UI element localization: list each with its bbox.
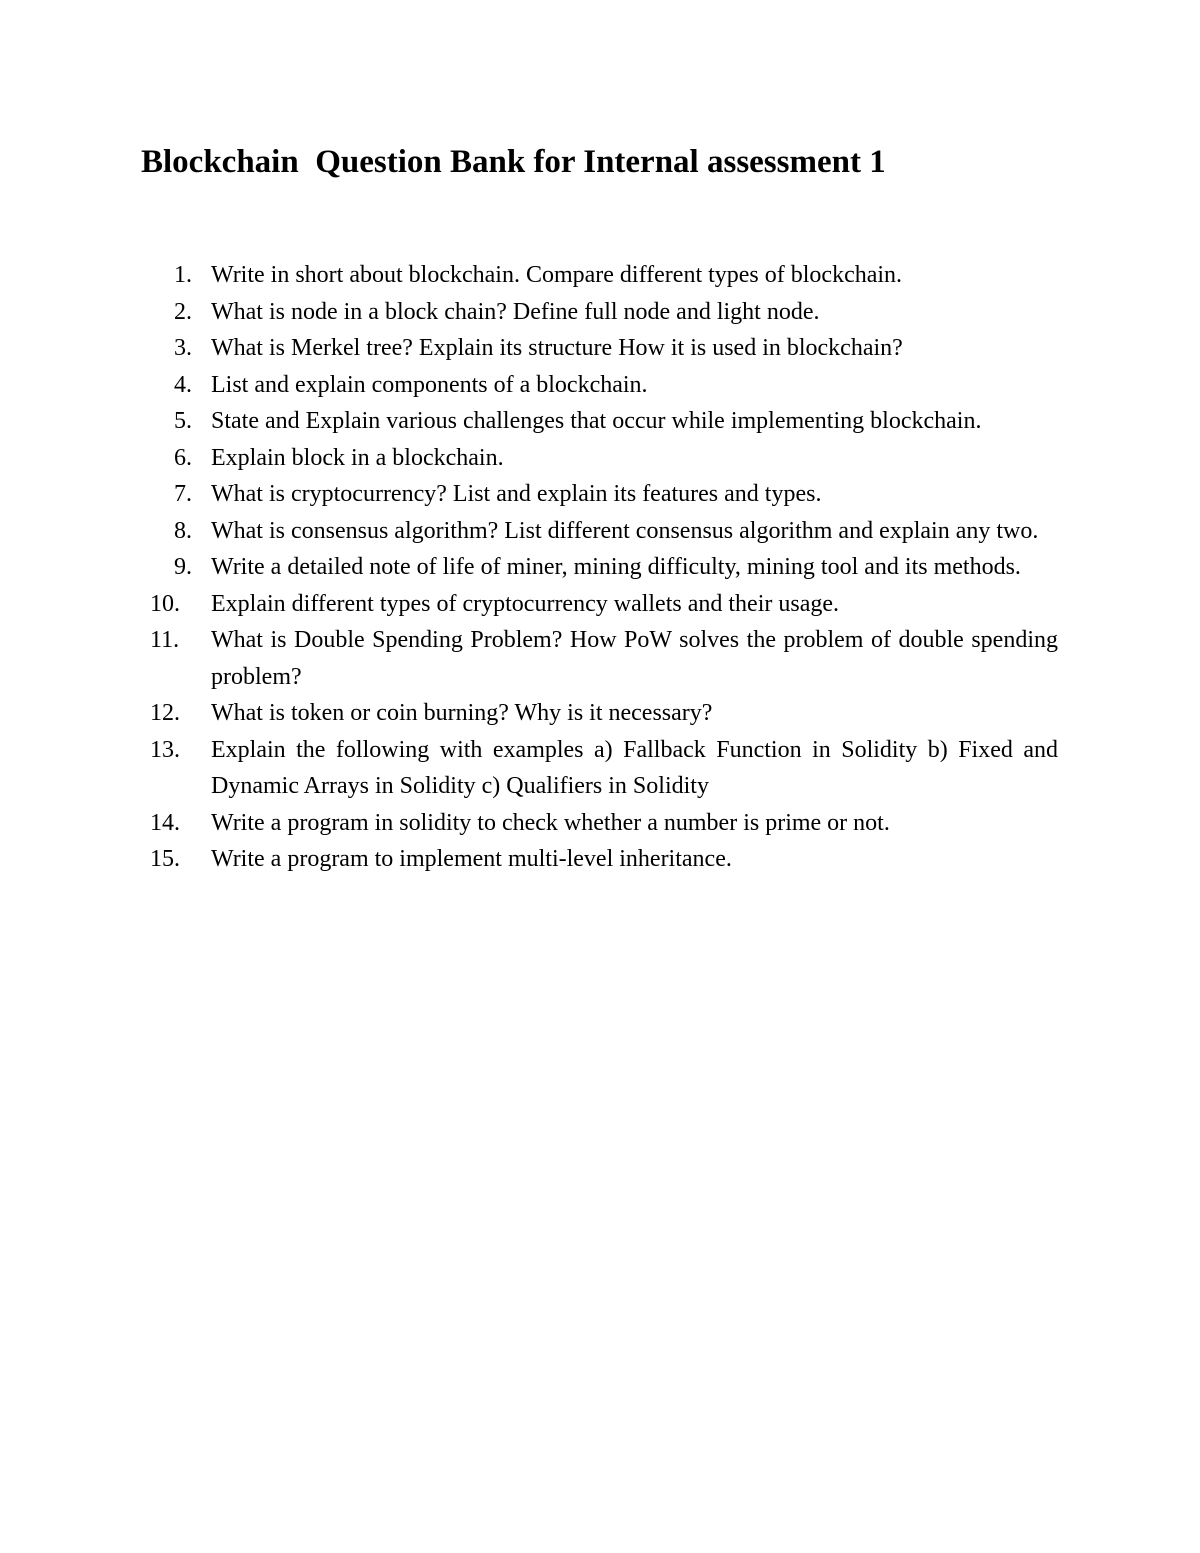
question-item xyxy=(0,403,1200,440)
question-item xyxy=(0,476,1200,513)
question-number: 4. xyxy=(174,371,192,398)
question-text: What is Merkel tree? Explain its structure How it is used in blockchain? xyxy=(211,335,903,361)
question-text: What is node in a block chain? Define full node and light node. xyxy=(211,298,820,325)
question-item xyxy=(0,805,1200,842)
question-text: What is cryptocurrency? List and explain its features and types. xyxy=(211,481,822,507)
question-number: 1. xyxy=(174,262,192,288)
question-list xyxy=(0,257,1200,878)
question-text: Explain the following with examples a) Fallback Function in Solidity b) Fixed and Dynamic Arrays in Solidity c) Qualifiers in Solidity xyxy=(211,736,1058,799)
question-number: 8. xyxy=(174,517,192,544)
question-text: Write a program to implement multi-level inheritance. xyxy=(211,846,732,872)
question-number: 13. xyxy=(150,736,180,763)
question-item xyxy=(0,440,1200,477)
question-text: What is Double Spending Problem? How PoW solves the problem of double spending problem? xyxy=(211,627,1058,690)
question-number: 14. xyxy=(150,809,180,836)
question-number: 7. xyxy=(174,481,192,507)
question-number: 10. xyxy=(150,590,180,617)
question-item xyxy=(0,257,1200,294)
question-number: 5. xyxy=(174,408,192,434)
question-number: 9. xyxy=(174,554,192,580)
question-item xyxy=(0,367,1200,404)
question-item xyxy=(0,732,1200,805)
question-text: State and Explain various challenges that occur while implementing blockchain. xyxy=(211,408,982,434)
question-text: What is token or coin burning? Why is it necessary? xyxy=(211,700,713,726)
question-number: 2. xyxy=(174,298,192,325)
question-item xyxy=(0,586,1200,623)
question-text: What is consensus algorithm? List different consensus algorithm and explain any two. xyxy=(211,517,1039,544)
question-number: 3. xyxy=(174,335,192,361)
document-title: Blockchain Question Bank for Internal assessment 1 xyxy=(141,144,886,180)
question-item xyxy=(0,622,1200,695)
question-item xyxy=(0,330,1200,367)
question-number: 12. xyxy=(150,700,180,726)
question-text: Write a detailed note of life of miner, mining difficulty, mining tool and its methods. xyxy=(211,554,1021,580)
question-number: 6. xyxy=(174,444,192,471)
question-item xyxy=(0,695,1200,732)
question-text: Explain different types of cryptocurrency wallets and their usage. xyxy=(211,590,839,617)
question-item xyxy=(0,294,1200,331)
question-number: 15. xyxy=(150,846,180,872)
question-text: Write in short about blockchain. Compare different types of blockchain. xyxy=(211,262,903,288)
question-text: List and explain components of a blockchain. xyxy=(211,371,648,398)
question-number: 11. xyxy=(150,627,180,653)
question-item xyxy=(0,841,1200,878)
question-item xyxy=(0,513,1200,550)
question-text: Explain block in a blockchain. xyxy=(211,444,504,471)
question-item xyxy=(0,549,1200,586)
question-text: Write a program in solidity to check whether a number is prime or not. xyxy=(211,809,890,836)
